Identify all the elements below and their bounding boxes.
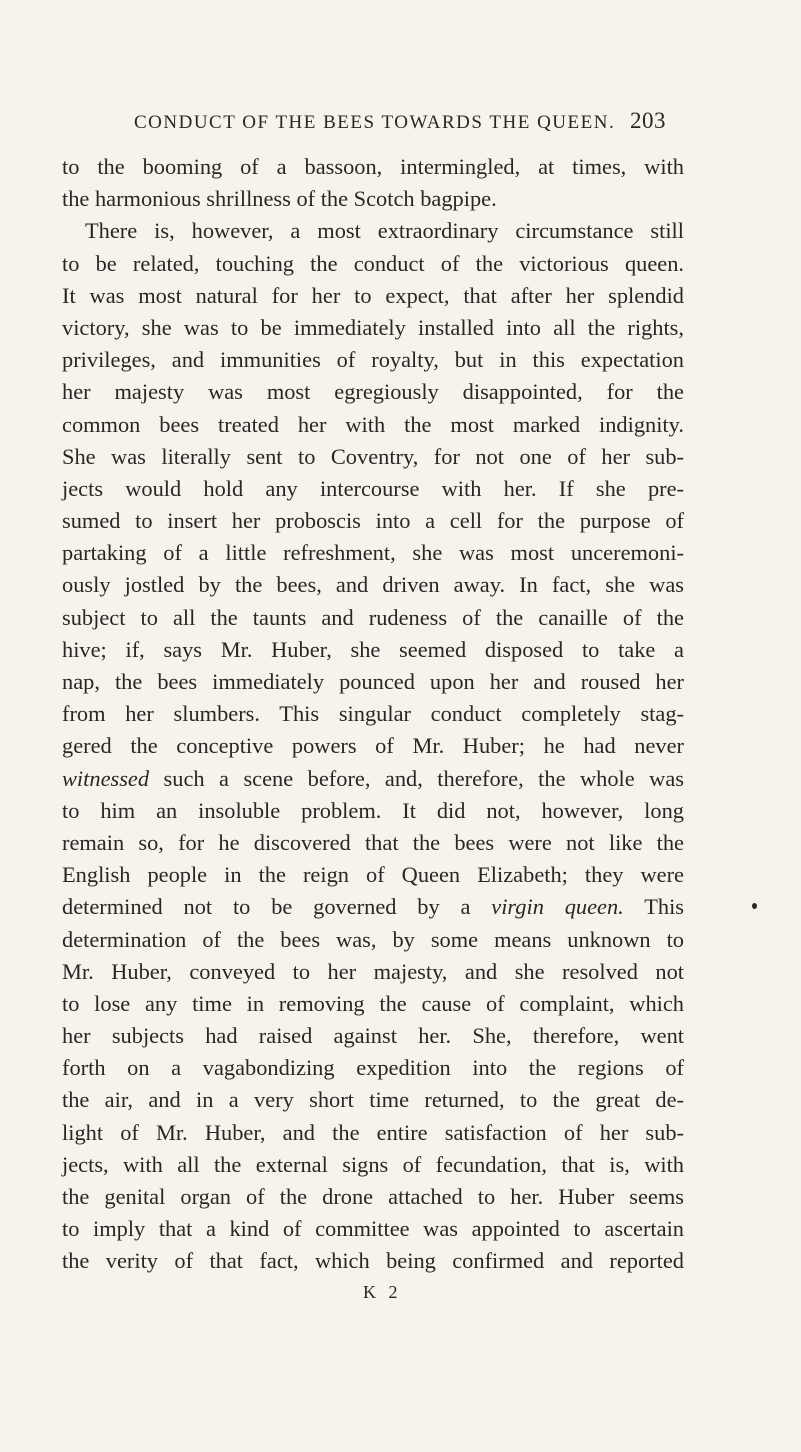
text-run: This (623, 894, 685, 920)
text-line (62, 891, 684, 923)
text-line: common bees treated her with the most marked indignity. (62, 411, 684, 437)
text-line: Mr. Huber, conveyed to her majesty, and she resolved not (62, 958, 684, 984)
text-line: nap, the bees immediately pounced upon her and roused her (62, 669, 684, 694)
text-line: determination of the bees was, by some means unknown to (62, 926, 684, 952)
text-line: to be related, touching the conduct of the victorious queen. (62, 250, 684, 276)
text-line: She was literally sent to Coventry, for not one of her sub- (62, 443, 684, 469)
body-text (62, 151, 684, 1278)
text-line: hive; if, says Mr. Huber, she seemed disposed to take a (62, 636, 684, 662)
text-run: determined not to be governed by a (62, 894, 492, 920)
text-line: ously jostled by the bees, and driven away. In fact, she was (62, 572, 684, 598)
running-head (0, 108, 801, 144)
signature-mark: K 2 (363, 1282, 402, 1302)
text-line: privileges, and immunities of royalty, but in this expectation (62, 347, 684, 373)
margin-mark (752, 903, 757, 909)
text-line: subject to all the taunts and rudeness of the canaille of the (62, 604, 684, 630)
running-title: CONDUCT OF THE BEES TOWARDS THE QUEEN. (134, 112, 616, 133)
italic-text: witnessed (62, 765, 150, 791)
text-line: remain so, for he discovered that the bees were not like the (62, 829, 684, 855)
text-line: to him an insoluble problem. It did not, however, long (62, 797, 684, 823)
text-line: jects, with all the external signs of fecundation, that is, with (62, 1151, 684, 1177)
text-line: sumed to insert her proboscis into a cell for the purpose of (62, 508, 684, 534)
text-line: light of Mr. Huber, and the entire satisfaction of her sub- (62, 1119, 684, 1145)
text-line: the air, and in a very short time returned, to the great de- (62, 1087, 684, 1113)
text-line: to imply that a kind of committee was appointed to ascertain (62, 1216, 684, 1242)
text-line: the verity of that fact, which being confirmed and reported (62, 1248, 684, 1274)
text-line: partaking of a little refreshment, she was most unceremoni- (62, 540, 684, 566)
text-line: forth on a vagabondizing expedition into the regions of (62, 1055, 684, 1081)
text-line: English people in the reign of Queen Elizabeth; they were (62, 862, 684, 888)
text-line: to the booming of a bassoon, intermingled, at times, with (62, 154, 684, 179)
text-line: from her slumbers. This singular conduct completely stag- (62, 701, 684, 727)
text-line: the genital organ of the drone attached to her. Huber seems (62, 1184, 684, 1209)
text-line: to lose any time in removing the cause of complaint, which (62, 990, 684, 1016)
text-run: such a scene before, and, therefore, the whole was (149, 765, 684, 791)
text-line: her majesty was most egregiously disappointed, for the (62, 379, 684, 405)
text-line: It was most natural for her to expect, that after her splendid (62, 282, 684, 308)
text-line: victory, she was to be immediately installed into all the rights, (62, 314, 684, 340)
text-line: There is, however, a most extraordinary circumstance still (85, 218, 684, 244)
text-line: the harmonious shrillness of the Scotch bagpipe. (62, 186, 497, 212)
text-line: gered the conceptive powers of Mr. Huber; he had never (62, 733, 684, 759)
italic-text: virgin queen. (491, 894, 624, 920)
text-line: her subjects had raised against her. She, therefore, went (62, 1023, 684, 1049)
page-number: 203 (630, 108, 666, 133)
text-line (62, 763, 684, 795)
text-line: jects would hold any intercourse with her. If she pre- (62, 475, 684, 501)
